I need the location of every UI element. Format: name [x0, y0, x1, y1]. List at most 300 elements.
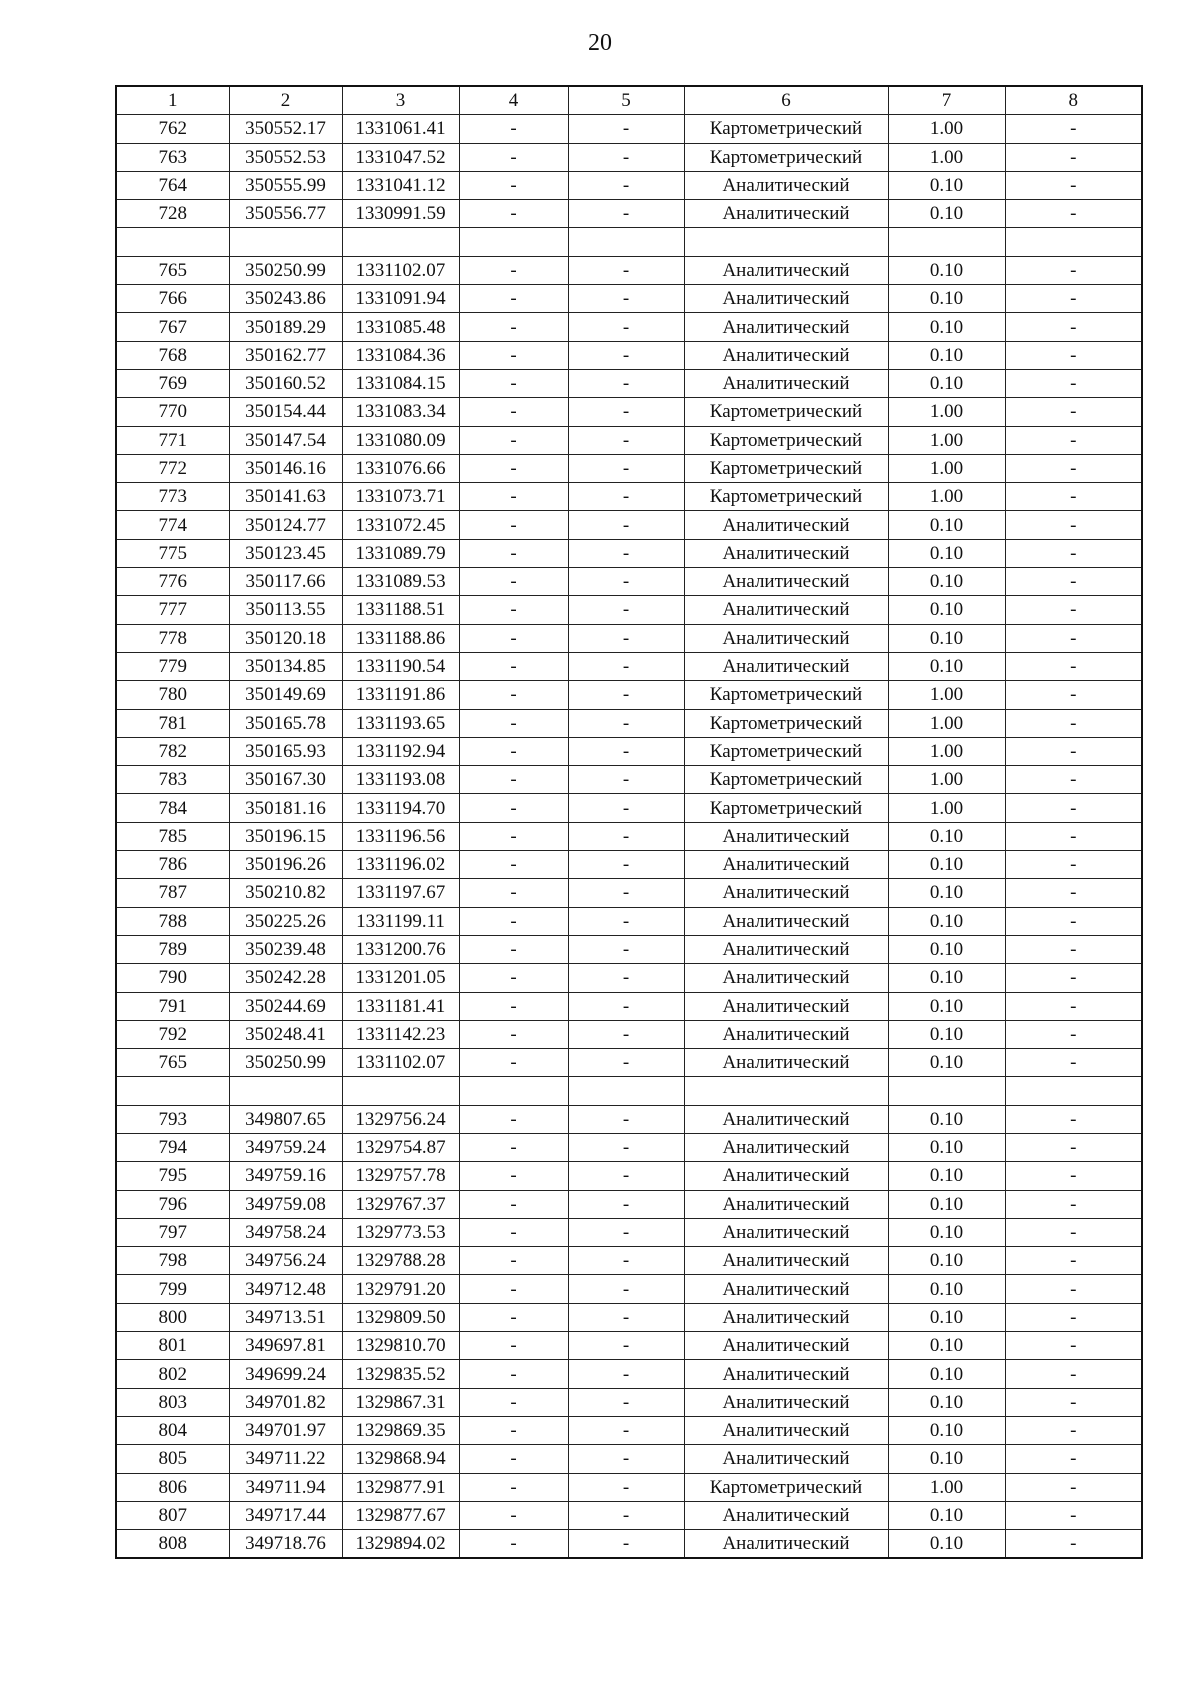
table-cell: Аналитический — [684, 1162, 888, 1190]
table-cell: 796 — [116, 1190, 229, 1218]
table-cell: - — [459, 907, 568, 935]
table-row — [116, 1416, 1142, 1444]
table-cell: Аналитический — [684, 1445, 888, 1473]
table-cell: Картометрический — [684, 454, 888, 482]
table-cell: Аналитический — [684, 1049, 888, 1077]
table-cell: - — [568, 794, 684, 822]
table-row — [116, 1360, 1142, 1388]
table-cell: - — [459, 1445, 568, 1473]
table-row — [116, 426, 1142, 454]
table-cell: 1.00 — [888, 766, 1005, 794]
table-cell: 0.10 — [888, 851, 1005, 879]
table-cell — [116, 228, 229, 256]
table-row — [116, 624, 1142, 652]
table-row — [116, 964, 1142, 992]
table-cell: - — [568, 568, 684, 596]
table-cell: - — [459, 1303, 568, 1331]
table-cell: 1331190.54 — [342, 652, 459, 680]
table-cell: Картометрический — [684, 483, 888, 511]
table-row — [116, 454, 1142, 482]
table-cell: 1330991.59 — [342, 200, 459, 228]
table-row — [116, 1190, 1142, 1218]
table-cell: 350250.99 — [229, 256, 342, 284]
table-cell: - — [459, 341, 568, 369]
table-cell: 801 — [116, 1332, 229, 1360]
table-cell: - — [459, 1388, 568, 1416]
table-cell: 766 — [116, 285, 229, 313]
table-cell: 808 — [116, 1530, 229, 1559]
table-cell: 765 — [116, 256, 229, 284]
table-row — [116, 652, 1142, 680]
table-cell: - — [568, 1133, 684, 1161]
table-cell: - — [459, 568, 568, 596]
table-cell: 767 — [116, 313, 229, 341]
table-cell: 780 — [116, 681, 229, 709]
table-cell: 350242.28 — [229, 964, 342, 992]
column-header: 7 — [888, 86, 1005, 115]
table-cell: - — [1005, 596, 1142, 624]
table-cell: 1329868.94 — [342, 1445, 459, 1473]
table-cell: - — [1005, 341, 1142, 369]
table-cell: 786 — [116, 851, 229, 879]
table-cell: 802 — [116, 1360, 229, 1388]
table-cell: - — [568, 1190, 684, 1218]
table-cell: - — [568, 200, 684, 228]
table-cell: - — [459, 596, 568, 624]
table-cell: Аналитический — [684, 171, 888, 199]
table-cell: - — [459, 511, 568, 539]
table-cell: 350154.44 — [229, 398, 342, 426]
table-row — [116, 200, 1142, 228]
table-cell — [568, 228, 684, 256]
table-cell: - — [568, 483, 684, 511]
table-cell: 350160.52 — [229, 369, 342, 397]
table-cell: 1331102.07 — [342, 256, 459, 284]
table-cell: 0.10 — [888, 1162, 1005, 1190]
table-row — [116, 256, 1142, 284]
table-cell: 768 — [116, 341, 229, 369]
table-cell: 804 — [116, 1416, 229, 1444]
table-cell: - — [459, 1020, 568, 1048]
table-cell: Аналитический — [684, 1416, 888, 1444]
table-row — [116, 1445, 1142, 1473]
table-cell: 350120.18 — [229, 624, 342, 652]
table-row — [116, 143, 1142, 171]
table-cell: 350243.86 — [229, 285, 342, 313]
table-cell: 350210.82 — [229, 879, 342, 907]
table-cell: - — [1005, 1332, 1142, 1360]
table-cell: 0.10 — [888, 1218, 1005, 1246]
table-cell: 794 — [116, 1133, 229, 1161]
table-cell: 0.10 — [888, 907, 1005, 935]
table-row — [116, 539, 1142, 567]
table-row — [116, 1162, 1142, 1190]
table-cell: Аналитический — [684, 1388, 888, 1416]
table-cell: 776 — [116, 568, 229, 596]
table-row — [116, 285, 1142, 313]
table-cell: 0.10 — [888, 200, 1005, 228]
table-cell: - — [1005, 766, 1142, 794]
table-cell: 350124.77 — [229, 511, 342, 539]
table-cell: 0.10 — [888, 1501, 1005, 1529]
table-cell: 1329894.02 — [342, 1530, 459, 1559]
table-cell: - — [459, 483, 568, 511]
table-cell: 349713.51 — [229, 1303, 342, 1331]
table-cell: - — [459, 1247, 568, 1275]
table-cell: - — [459, 143, 568, 171]
table-row — [116, 1218, 1142, 1246]
table-cell: 805 — [116, 1445, 229, 1473]
table-cell: 1329835.52 — [342, 1360, 459, 1388]
table-cell: 1.00 — [888, 681, 1005, 709]
table-cell: 1331089.53 — [342, 568, 459, 596]
table-row — [116, 1473, 1142, 1501]
table-cell: Аналитический — [684, 1190, 888, 1218]
table-cell: 1.00 — [888, 709, 1005, 737]
table-cell: - — [1005, 1190, 1142, 1218]
table-cell — [568, 1077, 684, 1105]
table-cell: Картометрический — [684, 1473, 888, 1501]
table-cell: 0.10 — [888, 1332, 1005, 1360]
table-cell: 778 — [116, 624, 229, 652]
table-cell: - — [568, 1530, 684, 1559]
table-cell: - — [568, 143, 684, 171]
table-cell — [888, 228, 1005, 256]
table-cell: - — [459, 1049, 568, 1077]
table-cell: Картометрический — [684, 115, 888, 143]
table-cell: Аналитический — [684, 369, 888, 397]
table-cell: 793 — [116, 1105, 229, 1133]
table-cell: - — [568, 454, 684, 482]
table-cell: 0.10 — [888, 511, 1005, 539]
table-cell: 0.10 — [888, 1416, 1005, 1444]
table-cell: 350225.26 — [229, 907, 342, 935]
table-cell: 0.10 — [888, 1275, 1005, 1303]
table-row — [116, 794, 1142, 822]
table-row — [116, 1388, 1142, 1416]
table-cell: Картометрический — [684, 398, 888, 426]
table-row — [116, 1105, 1142, 1133]
table-row — [116, 115, 1142, 143]
table-cell: - — [1005, 709, 1142, 737]
table-cell: 775 — [116, 539, 229, 567]
table-cell: 770 — [116, 398, 229, 426]
table-cell: 0.10 — [888, 1360, 1005, 1388]
table-cell: - — [568, 1275, 684, 1303]
table-cell — [116, 1077, 229, 1105]
table-cell: - — [1005, 681, 1142, 709]
table-cell: - — [459, 454, 568, 482]
table-cell: - — [1005, 1275, 1142, 1303]
table-cell: 0.10 — [888, 256, 1005, 284]
table-cell: - — [459, 313, 568, 341]
table-cell: Аналитический — [684, 652, 888, 680]
table-cell: Картометрический — [684, 794, 888, 822]
table-cell: 1331193.65 — [342, 709, 459, 737]
table-cell: 1.00 — [888, 737, 1005, 765]
table-cell: - — [568, 313, 684, 341]
table-cell: 781 — [116, 709, 229, 737]
table-cell: Аналитический — [684, 200, 888, 228]
table-cell: 1331102.07 — [342, 1049, 459, 1077]
table-cell: 0.10 — [888, 1303, 1005, 1331]
table-row — [116, 228, 1142, 256]
table-cell: 1329757.78 — [342, 1162, 459, 1190]
table-cell: Аналитический — [684, 511, 888, 539]
table-cell: 1329867.31 — [342, 1388, 459, 1416]
table-cell: - — [1005, 1530, 1142, 1559]
table-cell: 0.10 — [888, 1445, 1005, 1473]
table-cell: - — [459, 426, 568, 454]
table-cell: 0.10 — [888, 285, 1005, 313]
table-cell: - — [459, 1416, 568, 1444]
table-cell: 349759.24 — [229, 1133, 342, 1161]
table-cell: - — [1005, 1049, 1142, 1077]
header-row — [116, 86, 1142, 115]
table-cell: - — [1005, 737, 1142, 765]
table-cell: 782 — [116, 737, 229, 765]
table-cell: 800 — [116, 1303, 229, 1331]
table-cell: - — [1005, 1303, 1142, 1331]
table-cell: Аналитический — [684, 539, 888, 567]
table-cell: 765 — [116, 1049, 229, 1077]
table-cell: 350556.77 — [229, 200, 342, 228]
table-cell: 350555.99 — [229, 171, 342, 199]
table-row — [116, 1275, 1142, 1303]
table-cell: Аналитический — [684, 624, 888, 652]
table-cell: Аналитический — [684, 1105, 888, 1133]
table-cell: - — [1005, 652, 1142, 680]
table-cell: 350123.45 — [229, 539, 342, 567]
table-cell: 350189.29 — [229, 313, 342, 341]
table-cell: - — [459, 115, 568, 143]
table-cell: 788 — [116, 907, 229, 935]
table-cell: - — [459, 398, 568, 426]
table-cell: - — [459, 200, 568, 228]
table-row — [116, 766, 1142, 794]
table-cell: - — [1005, 115, 1142, 143]
table-row — [116, 171, 1142, 199]
table-cell: - — [459, 964, 568, 992]
table-cell: - — [568, 1332, 684, 1360]
table-cell: Аналитический — [684, 1247, 888, 1275]
table-cell: 349699.24 — [229, 1360, 342, 1388]
table-cell: 1331084.36 — [342, 341, 459, 369]
table-cell: 1.00 — [888, 483, 1005, 511]
table-cell: Аналитический — [684, 285, 888, 313]
table-cell: 350117.66 — [229, 568, 342, 596]
table-cell: 1331196.56 — [342, 822, 459, 850]
table-row — [116, 907, 1142, 935]
table-cell: 0.10 — [888, 935, 1005, 963]
table-cell: - — [459, 256, 568, 284]
table-cell: Аналитический — [684, 907, 888, 935]
table-cell: - — [1005, 426, 1142, 454]
table-cell: Картометрический — [684, 426, 888, 454]
table-cell: - — [459, 851, 568, 879]
table-cell: - — [568, 1416, 684, 1444]
table-cell: 1.00 — [888, 1473, 1005, 1501]
table-cell: 1331083.34 — [342, 398, 459, 426]
table-row — [116, 935, 1142, 963]
table-cell: Картометрический — [684, 143, 888, 171]
table-row — [116, 709, 1142, 737]
table-cell: 350165.78 — [229, 709, 342, 737]
table-row — [116, 879, 1142, 907]
table-row — [116, 737, 1142, 765]
table-cell: - — [568, 1388, 684, 1416]
table-cell: Аналитический — [684, 1530, 888, 1559]
table-cell: 1331201.05 — [342, 964, 459, 992]
table-cell: 350196.15 — [229, 822, 342, 850]
table-cell: 764 — [116, 171, 229, 199]
table-cell: - — [568, 426, 684, 454]
table-cell: - — [568, 1247, 684, 1275]
table-cell: - — [459, 1162, 568, 1190]
table-cell: 806 — [116, 1473, 229, 1501]
table-cell: - — [1005, 935, 1142, 963]
table-cell: 350181.16 — [229, 794, 342, 822]
table-cell: - — [459, 652, 568, 680]
table-cell: 349712.48 — [229, 1275, 342, 1303]
table-cell: - — [1005, 313, 1142, 341]
table-cell: - — [568, 1049, 684, 1077]
table-cell: 1331200.76 — [342, 935, 459, 963]
table-cell: - — [1005, 200, 1142, 228]
table-cell: - — [568, 1105, 684, 1133]
table-cell: - — [459, 822, 568, 850]
table-cell: 1331192.94 — [342, 737, 459, 765]
table-cell: 779 — [116, 652, 229, 680]
table-cell: 1.00 — [888, 143, 1005, 171]
table-cell: 1.00 — [888, 794, 1005, 822]
table-cell: - — [568, 285, 684, 313]
table-cell: 0.10 — [888, 1247, 1005, 1275]
table-cell — [459, 1077, 568, 1105]
table-cell: 797 — [116, 1218, 229, 1246]
table-cell: - — [568, 1360, 684, 1388]
table-cell: 1331181.41 — [342, 992, 459, 1020]
table-cell: 1.00 — [888, 426, 1005, 454]
table-cell: 763 — [116, 143, 229, 171]
table-cell: - — [459, 1530, 568, 1559]
table-cell: - — [459, 1332, 568, 1360]
table-cell: - — [1005, 1360, 1142, 1388]
table-cell: 1329877.67 — [342, 1501, 459, 1529]
table-cell: Аналитический — [684, 341, 888, 369]
table-cell: 350244.69 — [229, 992, 342, 1020]
table-cell: Аналитический — [684, 822, 888, 850]
column-header: 8 — [1005, 86, 1142, 115]
table-cell: - — [568, 341, 684, 369]
table-cell: 0.10 — [888, 1020, 1005, 1048]
table-cell: 1331199.11 — [342, 907, 459, 935]
table-cell: - — [568, 1473, 684, 1501]
table-cell: Аналитический — [684, 1501, 888, 1529]
table-cell: - — [568, 1162, 684, 1190]
table-cell: - — [459, 879, 568, 907]
table-cell: - — [459, 935, 568, 963]
table-cell: 1.00 — [888, 454, 1005, 482]
table-cell: - — [1005, 1501, 1142, 1529]
table-cell: 0.10 — [888, 568, 1005, 596]
table-cell: 1331194.70 — [342, 794, 459, 822]
table-cell: 0.10 — [888, 1133, 1005, 1161]
table-cell: - — [1005, 398, 1142, 426]
table-cell: 0.10 — [888, 539, 1005, 567]
column-header: 2 — [229, 86, 342, 115]
table-cell: 1331041.12 — [342, 171, 459, 199]
table-cell: - — [1005, 624, 1142, 652]
table-cell: - — [1005, 1133, 1142, 1161]
table-cell: - — [568, 964, 684, 992]
table-cell: 350165.93 — [229, 737, 342, 765]
table-cell: - — [1005, 568, 1142, 596]
table-cell: - — [568, 907, 684, 935]
table-cell: - — [568, 596, 684, 624]
table-row — [116, 1133, 1142, 1161]
table-cell: - — [568, 1501, 684, 1529]
table-cell: 790 — [116, 964, 229, 992]
table-cell: - — [1005, 794, 1142, 822]
table-cell: 777 — [116, 596, 229, 624]
table-cell: Аналитический — [684, 1332, 888, 1360]
table-cell: - — [1005, 539, 1142, 567]
table-cell: - — [459, 766, 568, 794]
table-cell: 349807.65 — [229, 1105, 342, 1133]
table-cell: 762 — [116, 115, 229, 143]
table-cell: 0.10 — [888, 1388, 1005, 1416]
table-cell: 1329877.91 — [342, 1473, 459, 1501]
table-cell: - — [1005, 879, 1142, 907]
table-cell: - — [459, 681, 568, 709]
table-cell: 0.10 — [888, 964, 1005, 992]
table-cell: 774 — [116, 511, 229, 539]
table-cell: 1331072.45 — [342, 511, 459, 539]
table-cell: 1329810.70 — [342, 1332, 459, 1360]
table-cell: 350146.16 — [229, 454, 342, 482]
table-cell: - — [568, 624, 684, 652]
table-cell: - — [1005, 483, 1142, 511]
table-cell: - — [568, 992, 684, 1020]
table-cell: 1329809.50 — [342, 1303, 459, 1331]
table-cell: 349701.82 — [229, 1388, 342, 1416]
table-cell: - — [568, 879, 684, 907]
table-cell: Аналитический — [684, 964, 888, 992]
table-cell: 1331196.02 — [342, 851, 459, 879]
table-row — [116, 341, 1142, 369]
table-cell: 1329869.35 — [342, 1416, 459, 1444]
table-cell: 0.10 — [888, 1049, 1005, 1077]
table-cell: 1331073.71 — [342, 483, 459, 511]
table-row — [116, 1077, 1142, 1105]
table-cell: - — [1005, 907, 1142, 935]
table-cell: 0.10 — [888, 822, 1005, 850]
table-cell: 787 — [116, 879, 229, 907]
table-cell: 0.10 — [888, 1105, 1005, 1133]
table-cell — [342, 228, 459, 256]
table-cell: - — [568, 256, 684, 284]
table-cell: 769 — [116, 369, 229, 397]
table-cell: - — [568, 171, 684, 199]
table-cell: - — [1005, 1247, 1142, 1275]
table-cell: 0.10 — [888, 879, 1005, 907]
column-header: 5 — [568, 86, 684, 115]
table-row — [116, 851, 1142, 879]
table-row — [116, 992, 1142, 1020]
coordinates-table — [115, 85, 1143, 1559]
table-cell — [229, 228, 342, 256]
